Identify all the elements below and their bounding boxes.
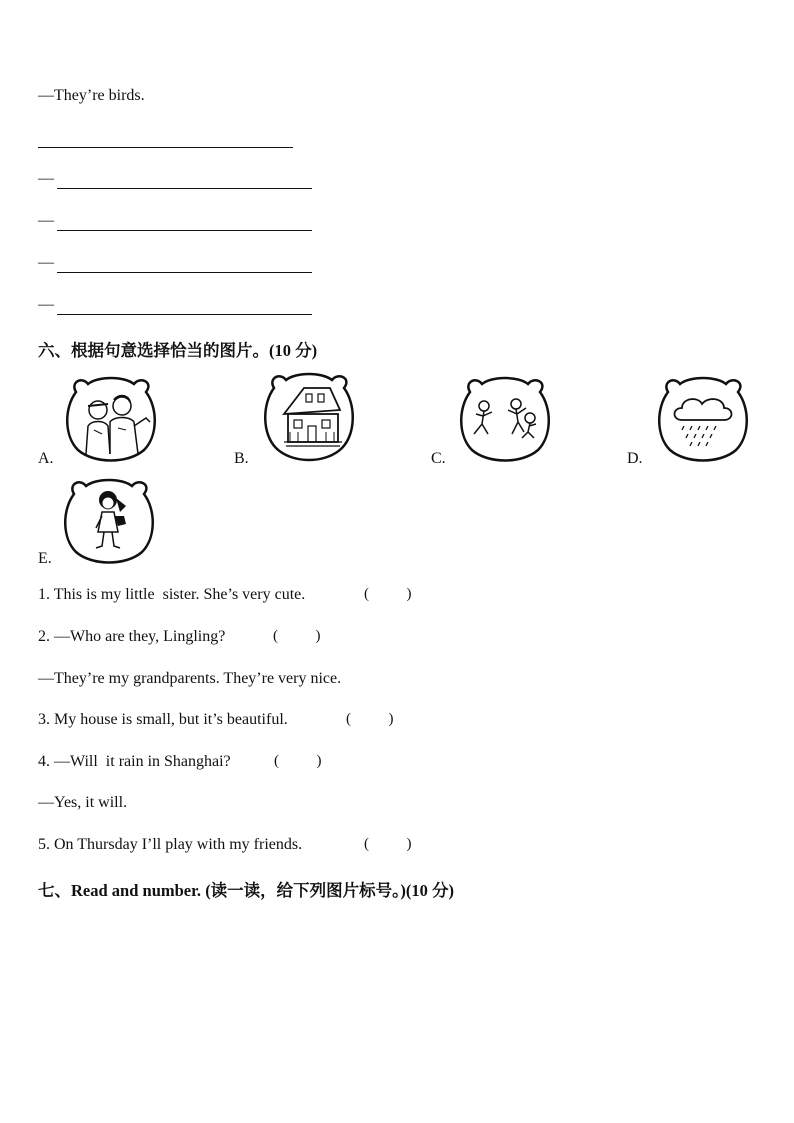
dash-label: —: [38, 254, 54, 271]
friends-playing-icon: [456, 374, 554, 464]
question-2-reply: —They’re my grandparents. They’re very nice.: [38, 670, 342, 687]
section-7-prefix: 七、: [38, 881, 71, 900]
option-c-letter: C.: [431, 450, 446, 467]
dash-label: —: [38, 170, 54, 187]
answer-paren-2[interactable]: ( ): [273, 628, 321, 644]
dash-label: —: [38, 296, 54, 313]
option-a-letter: A.: [38, 450, 54, 467]
option-d-letter: D.: [627, 450, 643, 467]
rain-cloud-icon: [654, 374, 752, 464]
house-icon: [260, 370, 358, 464]
answer-paren-1[interactable]: ( ): [364, 586, 412, 602]
option-e-letter: E.: [38, 550, 52, 567]
answer-blank-line[interactable]: [57, 230, 312, 231]
question-4: 4. —Will it rain in Shanghai?: [38, 753, 231, 770]
question-1: 1. This is my little sister. She’s very cute.: [38, 586, 306, 603]
question-4-reply: —Yes, it will.: [38, 794, 128, 811]
option-b-letter: B.: [234, 450, 249, 467]
grandparents-icon: [62, 374, 160, 464]
question-5: 5. On Thursday I’ll play with my friends.: [38, 836, 303, 853]
section-7-title: [38, 877, 454, 901]
answer-blank-line[interactable]: [38, 147, 293, 148]
answer-blank-line[interactable]: [57, 314, 312, 315]
question-2: 2. —Who are they, Lingling?: [38, 628, 226, 645]
dash-label: —: [38, 212, 54, 229]
answer-paren-3[interactable]: ( ): [346, 711, 394, 727]
answer-line: —They’re birds.: [38, 87, 145, 104]
section-7-title-cn: (读一读，给下列图片标号。)(10 分): [201, 881, 455, 900]
little-girl-icon: [60, 476, 158, 566]
question-3: 3. My house is small, but it’s beautiful.: [38, 711, 288, 728]
answer-paren-5[interactable]: ( ): [364, 836, 412, 852]
section-7-title-en: Read and number.: [71, 881, 202, 900]
section-6-title: 六、根据句意选择恰当的图片。(10 分): [38, 341, 318, 360]
answer-blank-line[interactable]: [57, 188, 312, 189]
answer-paren-4[interactable]: ( ): [274, 753, 322, 769]
answer-blank-line[interactable]: [57, 272, 312, 273]
